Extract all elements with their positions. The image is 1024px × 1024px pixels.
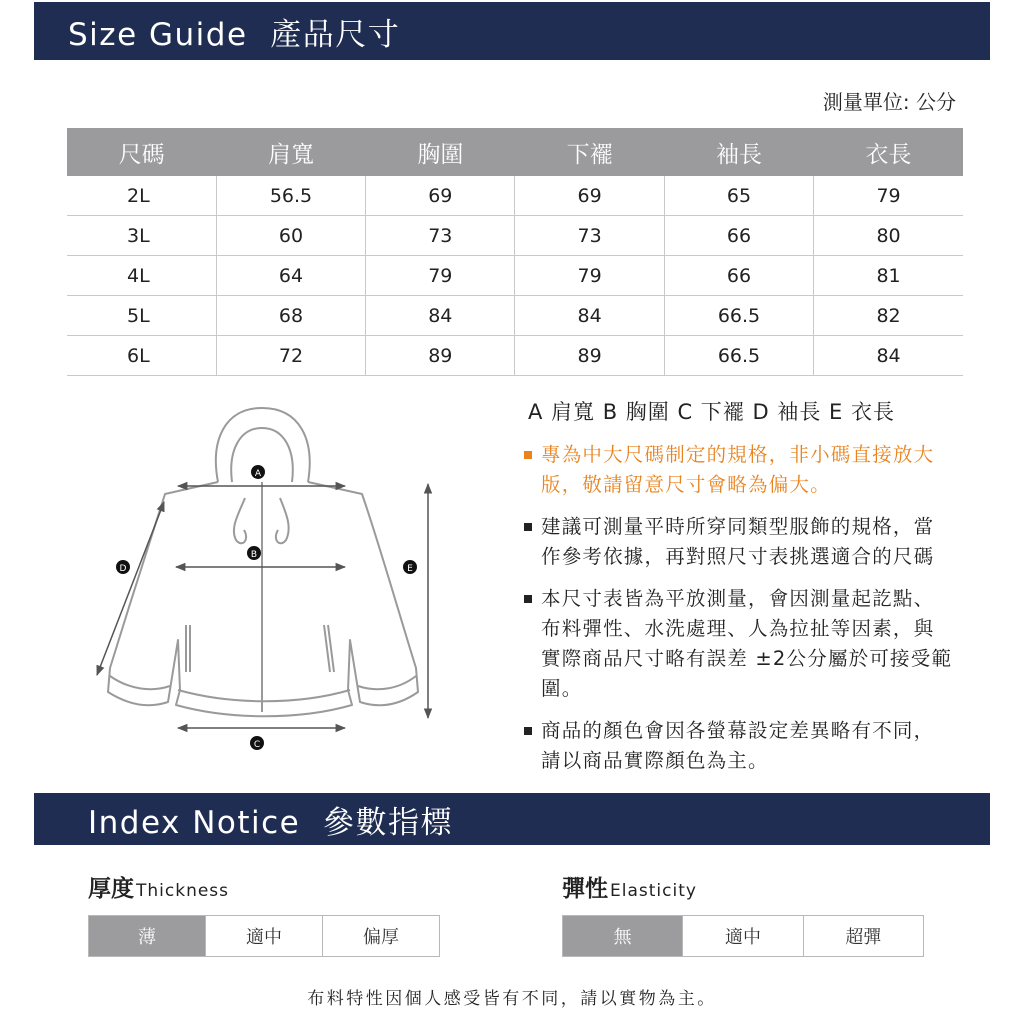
thickness-scale xyxy=(88,915,440,957)
size-table xyxy=(67,128,963,376)
table-cell: 73 xyxy=(366,216,515,256)
table-cell: 66.5 xyxy=(664,336,813,376)
note-item xyxy=(524,512,954,572)
bullet-icon xyxy=(524,727,532,735)
thickness-option: 薄 xyxy=(89,916,206,956)
table-cell: 64 xyxy=(216,256,365,296)
marker-c-label: C xyxy=(253,740,261,750)
thickness-label-zh: 厚度 xyxy=(88,876,134,902)
table-cell: 89 xyxy=(515,336,664,376)
table-cell: 81 xyxy=(814,256,963,296)
table-cell: 66 xyxy=(664,256,813,296)
table-cell: 66 xyxy=(664,216,813,256)
table-cell: 66.5 xyxy=(664,296,813,336)
table-cell: 6L xyxy=(67,336,216,376)
marker-d-label: D xyxy=(119,564,127,574)
note-text: 商品的顏色會因各螢幕設定差異略有不同，請以商品實際顏色為主。 xyxy=(541,719,935,772)
marker-e-label: E xyxy=(407,564,413,574)
elasticity-scale xyxy=(562,915,924,957)
bullet-icon xyxy=(524,595,532,603)
index-notice-title: Index Notice 參數指標 xyxy=(88,804,453,841)
thickness-indicator xyxy=(88,870,440,957)
table-row xyxy=(67,296,963,336)
column-header: 下襬 xyxy=(515,128,664,176)
size-notes xyxy=(524,440,954,788)
column-header: 胸圍 xyxy=(366,128,515,176)
column-header: 袖長 xyxy=(664,128,813,176)
column-header: 衣長 xyxy=(814,128,963,176)
table-row xyxy=(67,256,963,296)
thickness-label xyxy=(88,870,440,903)
table-cell: 68 xyxy=(216,296,365,336)
table-cell: 5L xyxy=(67,296,216,336)
unit-note: 測量單位: 公分 xyxy=(822,90,956,114)
table-cell: 2L xyxy=(67,176,216,216)
thickness-option: 偏厚 xyxy=(363,927,399,948)
elasticity-option: 無 xyxy=(563,916,683,956)
footer-note: 布料特性因個人感受皆有不同，請以實物為主。 xyxy=(307,989,717,1009)
elasticity-label-en: Elasticity xyxy=(610,881,697,901)
elasticity-label-zh: 彈性 xyxy=(562,876,608,902)
column-header: 肩寬 xyxy=(216,128,365,176)
note-text: 專為中大尺碼制定的規格，非小碼直接放大版，敬請留意尺寸會略為偏大。 xyxy=(541,443,935,496)
note-item xyxy=(524,716,954,776)
thickness-label-en: Thickness xyxy=(136,881,230,901)
table-cell: 84 xyxy=(515,296,664,336)
table-row xyxy=(67,216,963,256)
table-cell: 82 xyxy=(814,296,963,336)
table-row xyxy=(67,336,963,376)
size-guide-banner xyxy=(34,2,990,60)
note-text: 建議可測量平時所穿同類型服飾的規格，當作參考依據，再對照尺寸表挑選適合的尺碼 xyxy=(541,515,935,568)
table-cell: 79 xyxy=(366,256,515,296)
table-cell: 80 xyxy=(814,216,963,256)
thickness-option: 適中 xyxy=(206,916,323,956)
note-item xyxy=(524,584,954,704)
elasticity-label xyxy=(562,870,924,903)
table-cell: 65 xyxy=(664,176,813,216)
size-table-header-row xyxy=(67,128,963,176)
marker-a-label: A xyxy=(254,469,262,479)
table-cell: 73 xyxy=(515,216,664,256)
elasticity-indicator xyxy=(562,870,924,957)
table-cell: 56.5 xyxy=(216,176,365,216)
table-cell: 84 xyxy=(366,296,515,336)
elasticity-option: 適中 xyxy=(683,916,803,956)
table-cell: 89 xyxy=(366,336,515,376)
size-guide-title: Size Guide 產品尺寸 xyxy=(68,16,401,53)
hoodie-measurement-diagram xyxy=(90,395,450,775)
bullet-icon xyxy=(524,451,532,459)
table-cell: 69 xyxy=(515,176,664,216)
index-notice-banner xyxy=(34,793,990,845)
table-cell: 60 xyxy=(216,216,365,256)
bullet-icon xyxy=(524,523,532,531)
table-cell: 79 xyxy=(515,256,664,296)
table-cell: 72 xyxy=(216,336,365,376)
elasticity-option: 超彈 xyxy=(845,927,882,948)
marker-b-label: B xyxy=(250,550,258,560)
hoodie-outline xyxy=(108,408,418,716)
table-cell: 79 xyxy=(814,176,963,216)
table-cell: 3L xyxy=(67,216,216,256)
table-row xyxy=(67,176,963,216)
column-header: 尺碼 xyxy=(67,128,216,176)
measurement-legend: A 肩寬 B 胸圍 C 下襬 D 袖長 E 衣長 xyxy=(528,400,895,424)
table-cell: 4L xyxy=(67,256,216,296)
table-cell: 69 xyxy=(366,176,515,216)
table-cell: 84 xyxy=(814,336,963,376)
note-item xyxy=(524,440,954,500)
note-text: 本尺寸表皆為平放測量，會因測量起訖點、布料彈性、水洗處理、人為拉扯等因素，與實際商品尺寸略有誤差 ±2公分屬於可接受範圍。 xyxy=(541,587,953,700)
